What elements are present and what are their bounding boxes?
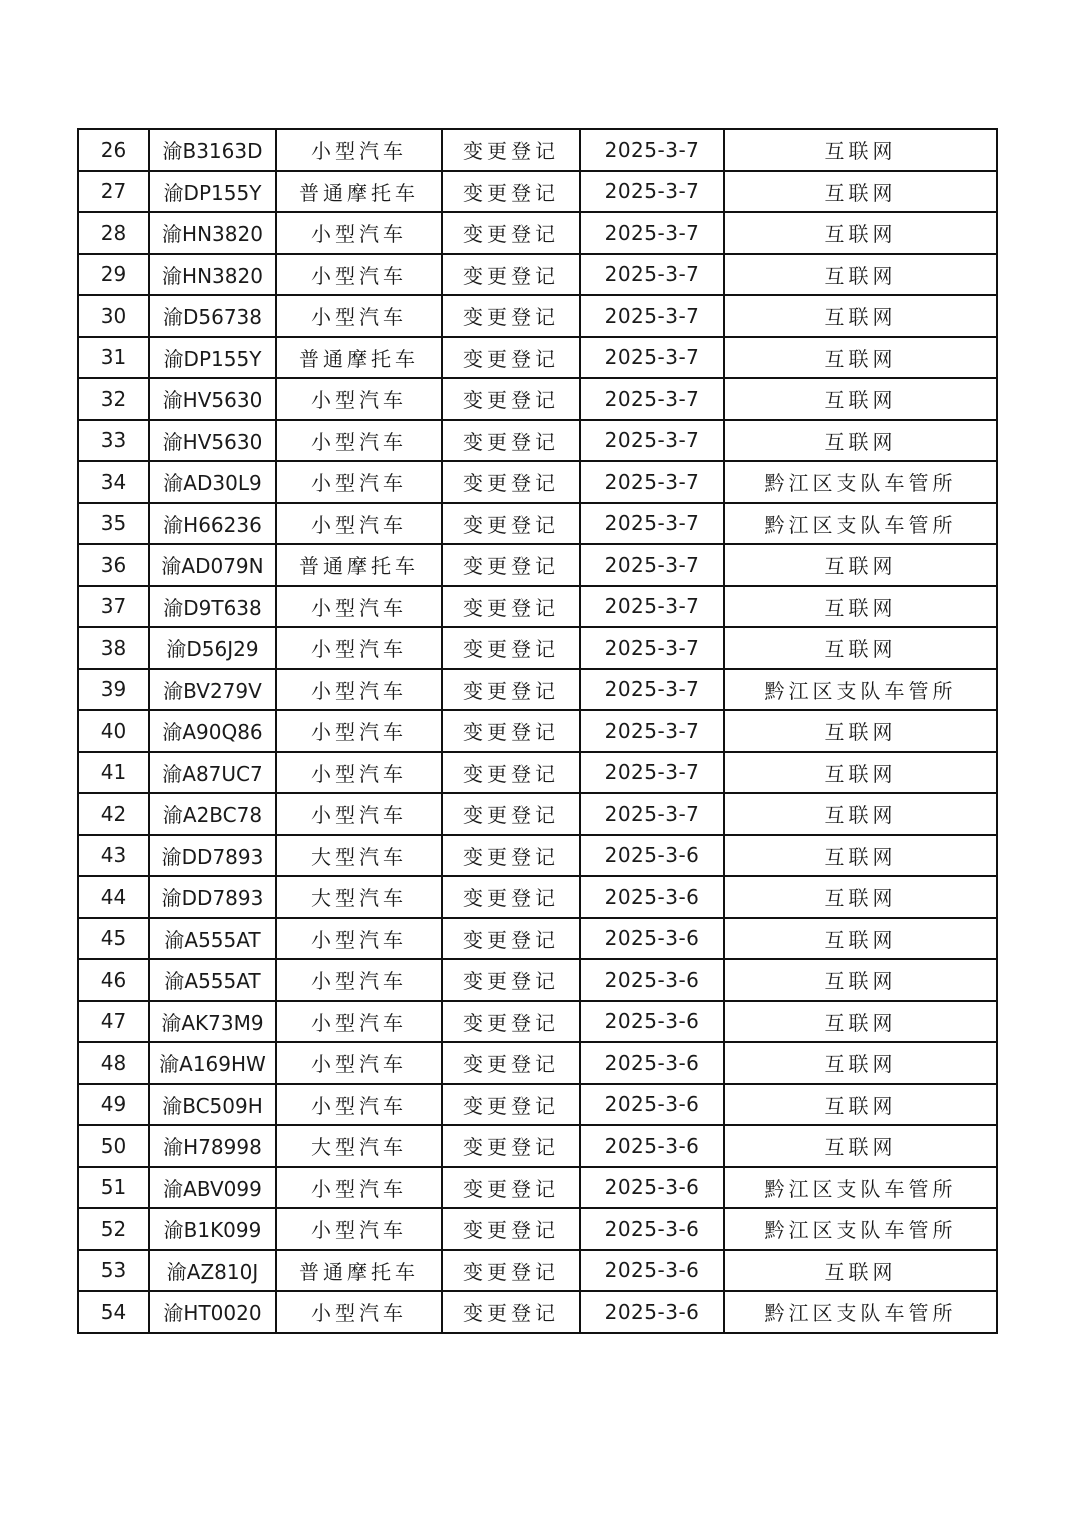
date-cell: 2025-3-6 — [580, 959, 724, 1001]
vehicle-type-cell: 小型汽车 — [276, 1291, 442, 1333]
row-number-cell: 37 — [78, 586, 149, 628]
vehicle-type-cell: 小型汽车 — [276, 129, 442, 171]
business-type-cell: 变更登记 — [442, 835, 580, 877]
channel-cell: 互联网 — [724, 1001, 997, 1043]
date-cell: 2025-3-6 — [580, 1167, 724, 1209]
channel-cell: 黔江区支队车管所 — [724, 1291, 997, 1333]
plate-number-cell: 渝B3163D — [149, 129, 276, 171]
table-row — [78, 710, 997, 752]
row-number-cell: 41 — [78, 752, 149, 794]
table-row — [78, 752, 997, 794]
channel-cell: 互联网 — [724, 876, 997, 918]
table-row — [78, 835, 997, 877]
date-cell: 2025-3-6 — [580, 1042, 724, 1084]
date-cell: 2025-3-6 — [580, 1084, 724, 1126]
plate-number-cell: 渝D56J29 — [149, 627, 276, 669]
table-row — [78, 1208, 997, 1250]
plate-number-cell: 渝HT0020 — [149, 1291, 276, 1333]
channel-cell: 互联网 — [724, 627, 997, 669]
business-type-cell: 变更登记 — [442, 378, 580, 420]
row-number-cell: 53 — [78, 1250, 149, 1292]
vehicle-type-cell: 小型汽车 — [276, 420, 442, 462]
row-number-cell: 43 — [78, 835, 149, 877]
row-number-cell: 39 — [78, 669, 149, 711]
vehicle-type-cell: 大型汽车 — [276, 1125, 442, 1167]
business-type-cell: 变更登记 — [442, 212, 580, 254]
vehicle-type-cell: 小型汽车 — [276, 212, 442, 254]
row-number-cell: 48 — [78, 1042, 149, 1084]
table-row — [78, 254, 997, 296]
table-row — [78, 503, 997, 545]
business-type-cell: 变更登记 — [442, 1167, 580, 1209]
row-number-cell: 44 — [78, 876, 149, 918]
channel-cell: 互联网 — [724, 918, 997, 960]
vehicle-type-cell: 小型汽车 — [276, 378, 442, 420]
plate-number-cell: 渝ABV099 — [149, 1167, 276, 1209]
date-cell: 2025-3-7 — [580, 378, 724, 420]
business-type-cell: 变更登记 — [442, 586, 580, 628]
table-row — [78, 171, 997, 213]
row-number-cell: 31 — [78, 337, 149, 379]
row-number-cell: 29 — [78, 254, 149, 296]
plate-number-cell: 渝DD7893 — [149, 835, 276, 877]
date-cell: 2025-3-7 — [580, 171, 724, 213]
vehicle-type-cell: 小型汽车 — [276, 752, 442, 794]
channel-cell: 互联网 — [724, 710, 997, 752]
channel-cell: 黔江区支队车管所 — [724, 669, 997, 711]
business-type-cell: 变更登记 — [442, 1084, 580, 1126]
channel-cell: 互联网 — [724, 1042, 997, 1084]
date-cell: 2025-3-7 — [580, 586, 724, 628]
date-cell: 2025-3-6 — [580, 876, 724, 918]
vehicle-type-cell: 小型汽车 — [276, 461, 442, 503]
date-cell: 2025-3-7 — [580, 627, 724, 669]
business-type-cell: 变更登记 — [442, 1001, 580, 1043]
vehicle-type-cell: 小型汽车 — [276, 586, 442, 628]
vehicle-type-cell: 小型汽车 — [276, 254, 442, 296]
table-row — [78, 1001, 997, 1043]
business-type-cell: 变更登记 — [442, 254, 580, 296]
business-type-cell: 变更登记 — [442, 793, 580, 835]
table-row — [78, 461, 997, 503]
table-row — [78, 1291, 997, 1333]
channel-cell: 互联网 — [724, 1250, 997, 1292]
vehicle-type-cell: 小型汽车 — [276, 1001, 442, 1043]
plate-number-cell: 渝HN3820 — [149, 254, 276, 296]
table-row — [78, 793, 997, 835]
table-row — [78, 876, 997, 918]
table-row — [78, 1167, 997, 1209]
business-type-cell: 变更登记 — [442, 1125, 580, 1167]
business-type-cell: 变更登记 — [442, 129, 580, 171]
business-type-cell: 变更登记 — [442, 752, 580, 794]
table-row — [78, 337, 997, 379]
plate-number-cell: 渝D9T638 — [149, 586, 276, 628]
row-number-cell: 49 — [78, 1084, 149, 1126]
row-number-cell: 34 — [78, 461, 149, 503]
row-number-cell: 46 — [78, 959, 149, 1001]
vehicle-type-cell: 普通摩托车 — [276, 1250, 442, 1292]
row-number-cell: 42 — [78, 793, 149, 835]
business-type-cell: 变更登记 — [442, 627, 580, 669]
plate-number-cell: 渝BV279V — [149, 669, 276, 711]
vehicle-type-cell: 小型汽车 — [276, 1042, 442, 1084]
date-cell: 2025-3-7 — [580, 212, 724, 254]
date-cell: 2025-3-6 — [580, 835, 724, 877]
vehicle-type-cell: 小型汽车 — [276, 1084, 442, 1126]
plate-number-cell: 渝AK73M9 — [149, 1001, 276, 1043]
row-number-cell: 38 — [78, 627, 149, 669]
plate-number-cell: 渝DD7893 — [149, 876, 276, 918]
table-row — [78, 544, 997, 586]
channel-cell: 互联网 — [724, 586, 997, 628]
plate-number-cell: 渝AZ810J — [149, 1250, 276, 1292]
row-number-cell: 40 — [78, 710, 149, 752]
plate-number-cell: 渝A87UC7 — [149, 752, 276, 794]
vehicle-type-cell: 小型汽车 — [276, 959, 442, 1001]
vehicle-type-cell: 普通摩托车 — [276, 337, 442, 379]
business-type-cell: 变更登记 — [442, 1042, 580, 1084]
business-type-cell: 变更登记 — [442, 1208, 580, 1250]
plate-number-cell: 渝AD30L9 — [149, 461, 276, 503]
vehicle-registration-table — [77, 128, 998, 1334]
plate-number-cell: 渝A90Q86 — [149, 710, 276, 752]
date-cell: 2025-3-7 — [580, 129, 724, 171]
vehicle-type-cell: 普通摩托车 — [276, 171, 442, 213]
channel-cell: 互联网 — [724, 752, 997, 794]
plate-number-cell: 渝AD079N — [149, 544, 276, 586]
channel-cell: 互联网 — [724, 1125, 997, 1167]
table-row — [78, 669, 997, 711]
business-type-cell: 变更登记 — [442, 337, 580, 379]
row-number-cell: 28 — [78, 212, 149, 254]
row-number-cell: 47 — [78, 1001, 149, 1043]
row-number-cell: 30 — [78, 295, 149, 337]
vehicle-type-cell: 小型汽车 — [276, 503, 442, 545]
table-row — [78, 129, 997, 171]
plate-number-cell: 渝H66236 — [149, 503, 276, 545]
plate-number-cell: 渝HV5630 — [149, 378, 276, 420]
date-cell: 2025-3-7 — [580, 752, 724, 794]
table-row — [78, 1125, 997, 1167]
plate-number-cell: 渝BC509H — [149, 1084, 276, 1126]
table-row — [78, 212, 997, 254]
date-cell: 2025-3-6 — [580, 1001, 724, 1043]
vehicle-type-cell: 小型汽车 — [276, 627, 442, 669]
date-cell: 2025-3-6 — [580, 1250, 724, 1292]
vehicle-type-cell: 小型汽车 — [276, 1208, 442, 1250]
row-number-cell: 27 — [78, 171, 149, 213]
row-number-cell: 26 — [78, 129, 149, 171]
plate-number-cell: 渝HN3820 — [149, 212, 276, 254]
channel-cell: 黔江区支队车管所 — [724, 503, 997, 545]
channel-cell: 互联网 — [724, 420, 997, 462]
table-row — [78, 1084, 997, 1126]
channel-cell: 黔江区支队车管所 — [724, 1208, 997, 1250]
row-number-cell: 51 — [78, 1167, 149, 1209]
business-type-cell: 变更登记 — [442, 544, 580, 586]
plate-number-cell: 渝DP155Y — [149, 337, 276, 379]
date-cell: 2025-3-6 — [580, 1125, 724, 1167]
business-type-cell: 变更登记 — [442, 295, 580, 337]
table-row — [78, 627, 997, 669]
plate-number-cell: 渝D56738 — [149, 295, 276, 337]
channel-cell: 互联网 — [724, 959, 997, 1001]
date-cell: 2025-3-7 — [580, 503, 724, 545]
table-row — [78, 378, 997, 420]
plate-number-cell: 渝A555AT — [149, 918, 276, 960]
channel-cell: 互联网 — [724, 171, 997, 213]
channel-cell: 互联网 — [724, 337, 997, 379]
plate-number-cell: 渝H78998 — [149, 1125, 276, 1167]
vehicle-type-cell: 大型汽车 — [276, 876, 442, 918]
plate-number-cell: 渝B1K099 — [149, 1208, 276, 1250]
business-type-cell: 变更登记 — [442, 420, 580, 462]
table-row — [78, 1250, 997, 1292]
channel-cell: 互联网 — [724, 835, 997, 877]
channel-cell: 互联网 — [724, 129, 997, 171]
channel-cell: 互联网 — [724, 1084, 997, 1126]
table-row — [78, 295, 997, 337]
date-cell: 2025-3-7 — [580, 337, 724, 379]
row-number-cell: 54 — [78, 1291, 149, 1333]
plate-number-cell: 渝DP155Y — [149, 171, 276, 213]
plate-number-cell: 渝A2BC78 — [149, 793, 276, 835]
row-number-cell: 32 — [78, 378, 149, 420]
business-type-cell: 变更登记 — [442, 959, 580, 1001]
channel-cell: 互联网 — [724, 544, 997, 586]
table-row — [78, 959, 997, 1001]
row-number-cell: 45 — [78, 918, 149, 960]
business-type-cell: 变更登记 — [442, 171, 580, 213]
channel-cell: 黔江区支队车管所 — [724, 1167, 997, 1209]
vehicle-type-cell: 小型汽车 — [276, 710, 442, 752]
vehicle-type-cell: 普通摩托车 — [276, 544, 442, 586]
date-cell: 2025-3-7 — [580, 295, 724, 337]
channel-cell: 互联网 — [724, 212, 997, 254]
table-row — [78, 1042, 997, 1084]
channel-cell: 互联网 — [724, 793, 997, 835]
channel-cell: 黔江区支队车管所 — [724, 461, 997, 503]
channel-cell: 互联网 — [724, 254, 997, 296]
channel-cell: 互联网 — [724, 295, 997, 337]
vehicle-type-cell: 大型汽车 — [276, 835, 442, 877]
row-number-cell: 35 — [78, 503, 149, 545]
date-cell: 2025-3-6 — [580, 1291, 724, 1333]
business-type-cell: 变更登记 — [442, 1291, 580, 1333]
table-row — [78, 918, 997, 960]
row-number-cell: 52 — [78, 1208, 149, 1250]
business-type-cell: 变更登记 — [442, 461, 580, 503]
date-cell: 2025-3-7 — [580, 710, 724, 752]
date-cell: 2025-3-6 — [580, 918, 724, 960]
date-cell: 2025-3-7 — [580, 254, 724, 296]
business-type-cell: 变更登记 — [442, 503, 580, 545]
vehicle-type-cell: 小型汽车 — [276, 295, 442, 337]
business-type-cell: 变更登记 — [442, 876, 580, 918]
date-cell: 2025-3-7 — [580, 793, 724, 835]
date-cell: 2025-3-6 — [580, 1208, 724, 1250]
plate-number-cell: 渝HV5630 — [149, 420, 276, 462]
business-type-cell: 变更登记 — [442, 669, 580, 711]
table-row — [78, 586, 997, 628]
table-body — [78, 129, 997, 1333]
date-cell: 2025-3-7 — [580, 461, 724, 503]
vehicle-type-cell: 小型汽车 — [276, 1167, 442, 1209]
table-row — [78, 420, 997, 462]
date-cell: 2025-3-7 — [580, 544, 724, 586]
plate-number-cell: 渝A169HW — [149, 1042, 276, 1084]
row-number-cell: 36 — [78, 544, 149, 586]
row-number-cell: 50 — [78, 1125, 149, 1167]
vehicle-type-cell: 小型汽车 — [276, 918, 442, 960]
business-type-cell: 变更登记 — [442, 918, 580, 960]
vehicle-type-cell: 小型汽车 — [276, 793, 442, 835]
date-cell: 2025-3-7 — [580, 420, 724, 462]
business-type-cell: 变更登记 — [442, 1250, 580, 1292]
date-cell: 2025-3-7 — [580, 669, 724, 711]
business-type-cell: 变更登记 — [442, 710, 580, 752]
row-number-cell: 33 — [78, 420, 149, 462]
plate-number-cell: 渝A555AT — [149, 959, 276, 1001]
channel-cell: 互联网 — [724, 378, 997, 420]
vehicle-type-cell: 小型汽车 — [276, 669, 442, 711]
